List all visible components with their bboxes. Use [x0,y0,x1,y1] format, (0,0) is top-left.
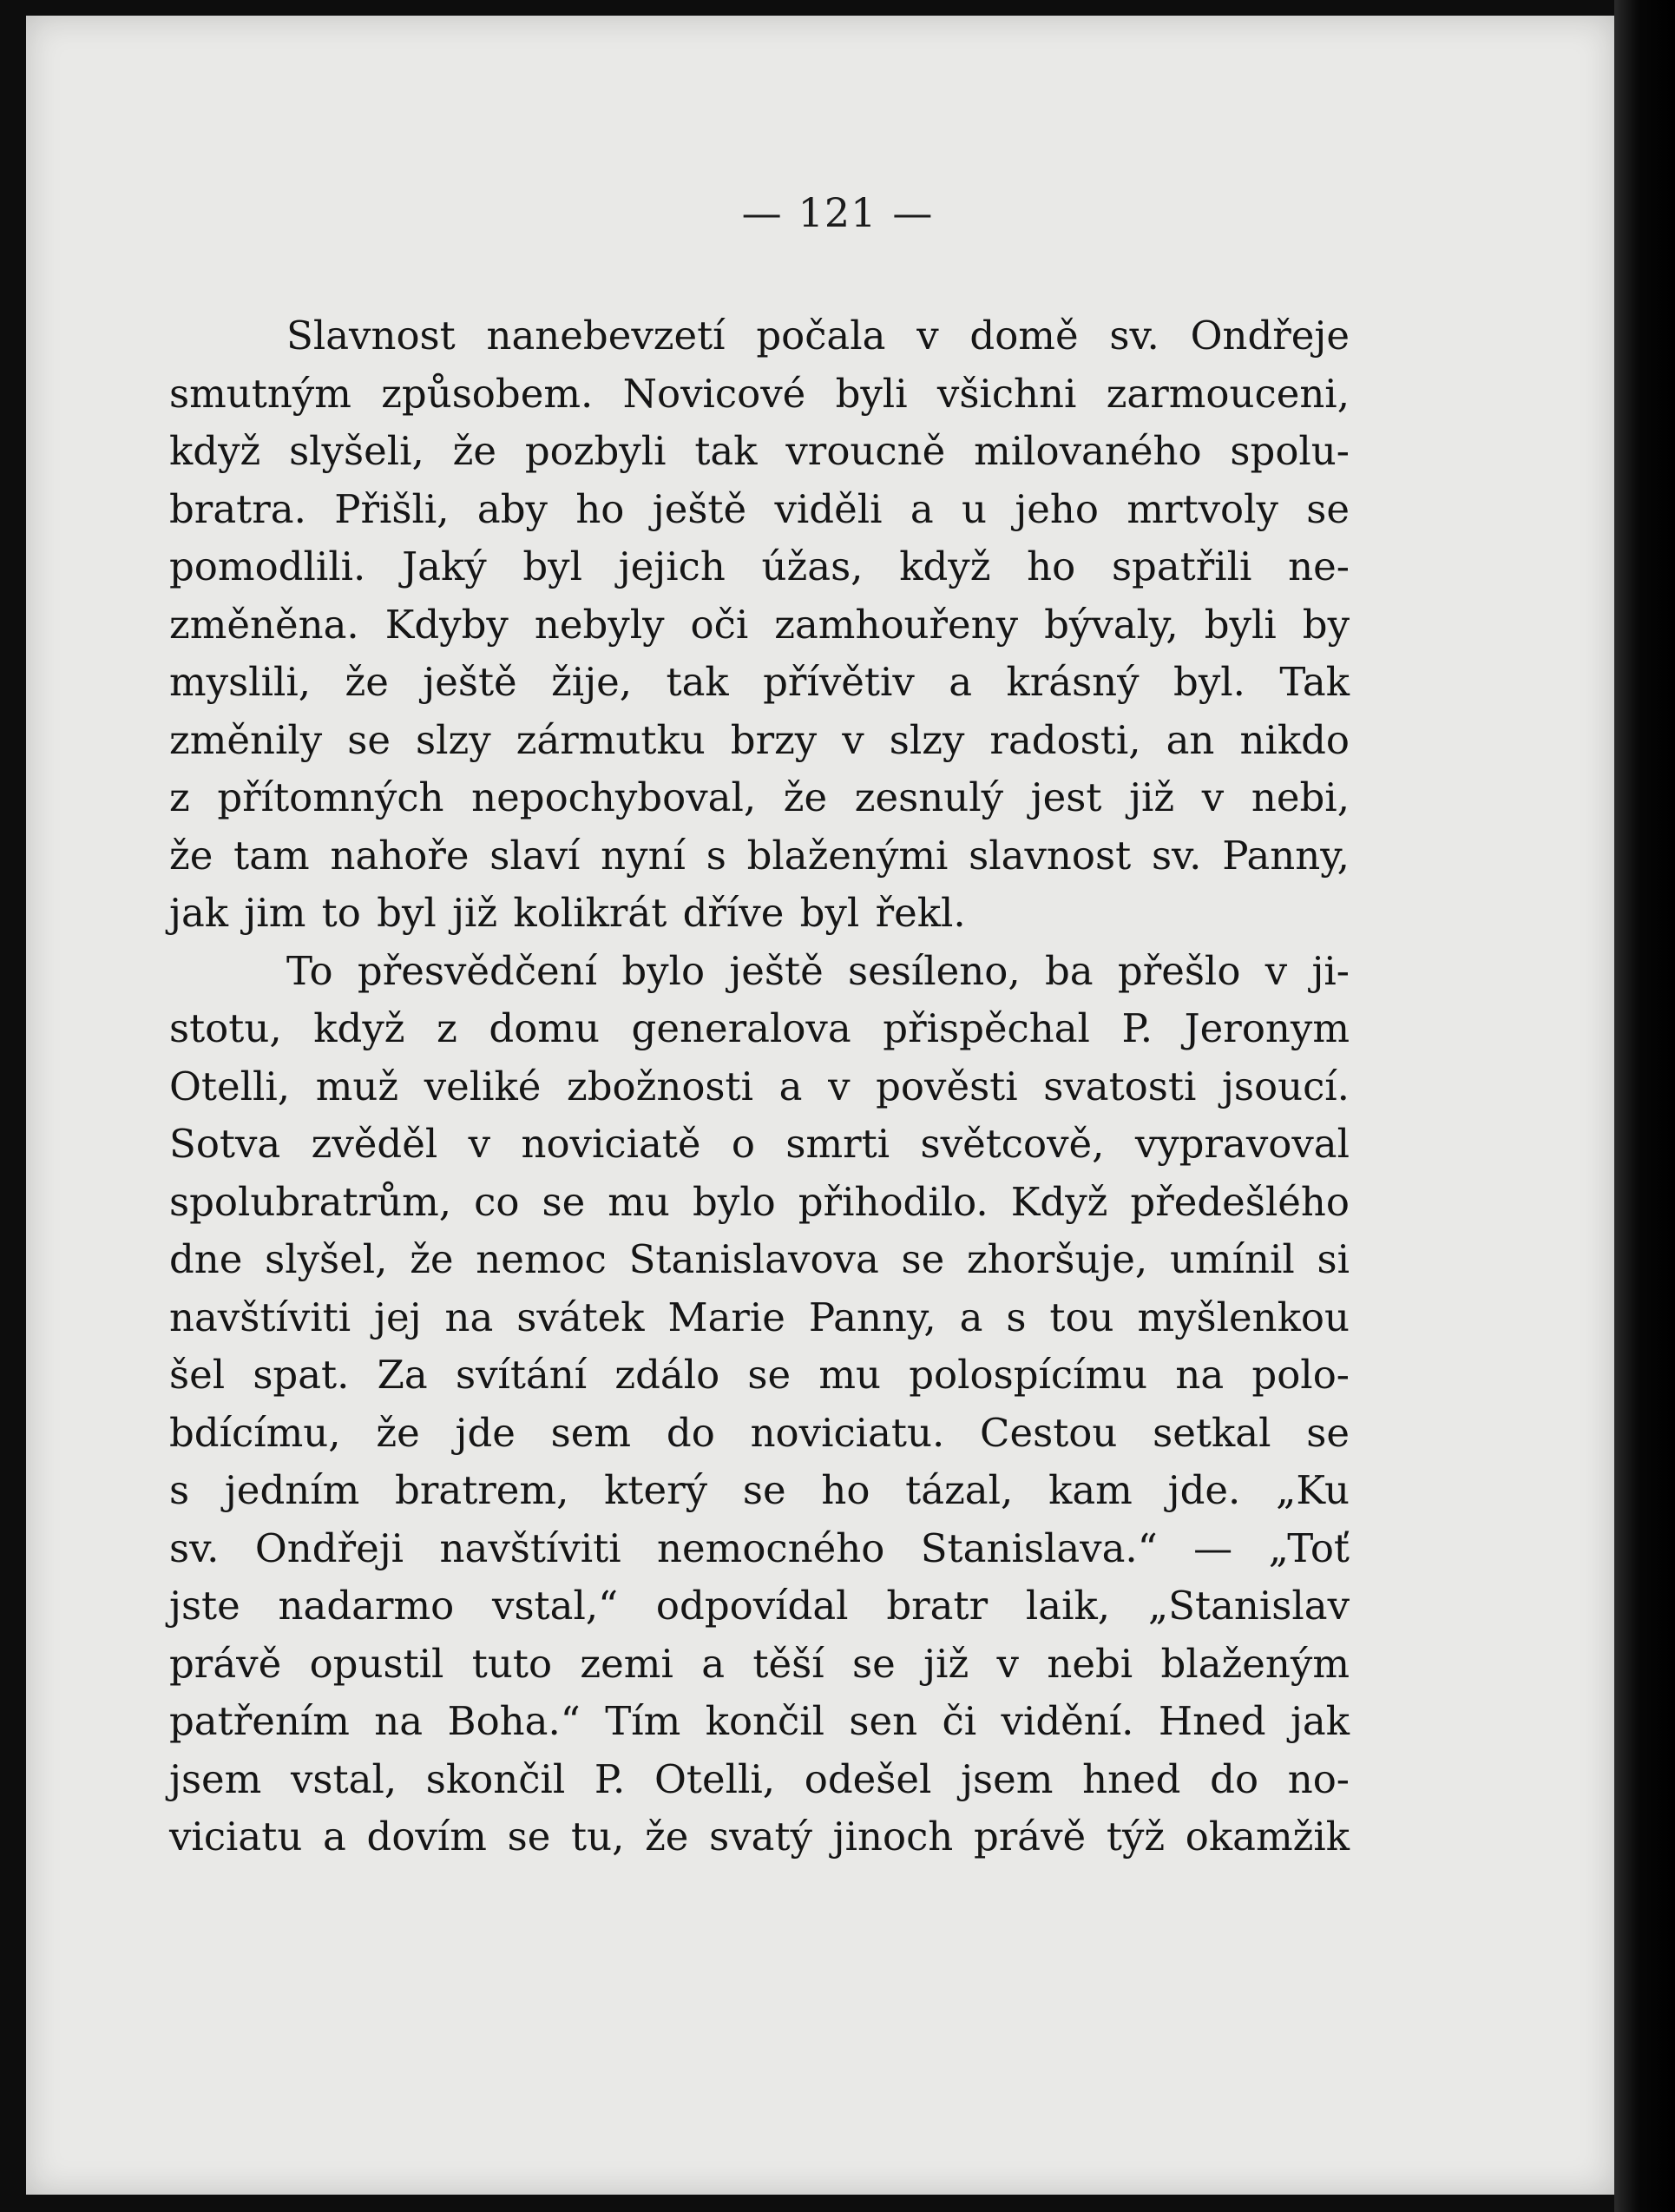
text-line: právě opustil tuto zemi a těší se již v nebi blaženým [169,1640,1350,1687]
body-text [169,307,1350,1866]
text-line: z přítomných nepochyboval, že zesnulý jest již v nebi, [169,774,1350,820]
text-line: pomodlili. Jaký byl jejich úžas, když ho spatřili ne- [169,543,1350,589]
text-line: smutným způsobem. Novicové byli všichni zarmouceni, [169,370,1350,417]
book-edge [1614,0,1675,2212]
page-number [0,189,1675,236]
text-line: Slavnost nanebevzetí počala v domě sv. Ondřeje [286,313,1350,359]
text-line: změněna. Kdyby nebyly oči zamhouřeny bývaly, byli by [169,601,1350,648]
text-line: změnily se slzy zármutku brzy v slzy radosti, an nikdo [169,716,1350,763]
text-line: šel spat. Za svítání zdálo se mu polospícímu na polo- [169,1352,1350,1398]
text-line: sv. Ondřeji navštíviti nemocného Stanislava.“ — „Toť [169,1524,1350,1571]
text-line: jste nadarmo vstal,“ odpovídal bratr laik, „Stanislav [169,1583,1350,1629]
text-line: že tam nahoře slaví nyní s blaženými slavnost sv. Panny, [169,832,1350,879]
text-line: spolubratrům, co se mu bylo přihodilo. Když předešlého [169,1178,1350,1225]
text-line: navštíviti jej na svátek Marie Panny, a s tou myšlenkou [169,1294,1350,1340]
text-line: jak jim to byl již kolikrát dříve byl řekl. [169,890,966,936]
text-line: bdícímu, že jde sem do noviciatu. Cestou setkal se [169,1409,1350,1456]
text-line: To přesvědčení bylo ještě sesíleno, ba přešlo v ji- [286,947,1350,994]
text-line: jsem vstal, skončil P. Otelli, odešel jsem hned do no- [169,1755,1350,1802]
text-line: dne slyšel, že nemoc Stanislavova se zhoršuje, umínil si [169,1236,1350,1282]
text-line: viciatu a dovím se tu, že svatý jinoch právě týž okamžik [169,1814,1350,1860]
text-line: když slyšeli, že pozbyli tak vroucně milovaného spolu- [169,428,1350,474]
text-line: patřením na Boha.“ Tím končil sen či vidění. Hned jak [169,1698,1350,1744]
page-number-value: 121 [798,189,877,236]
text-line: Otelli, muž veliké zbožnosti a v pověsti svatosti jsoucí. [169,1063,1350,1109]
text-line: s jedním bratrem, který se ho tázal, kam jde. „Ku [169,1467,1350,1513]
page-number-dash-left: — [741,189,783,236]
page-number-dash-right: — [892,189,934,236]
text-line: Sotva zvěděl v noviciatě o smrti světcově, vypravoval [169,1121,1350,1167]
text-line: stotu, když z domu generalova přispěchal P. Jeronym [169,1005,1350,1051]
text-line: bratra. Přišli, aby ho ještě viděli a u jeho mrtvoly se [169,485,1350,532]
text-line: myslili, že ještě žije, tak přívětiv a krásný byl. Tak [169,659,1350,705]
